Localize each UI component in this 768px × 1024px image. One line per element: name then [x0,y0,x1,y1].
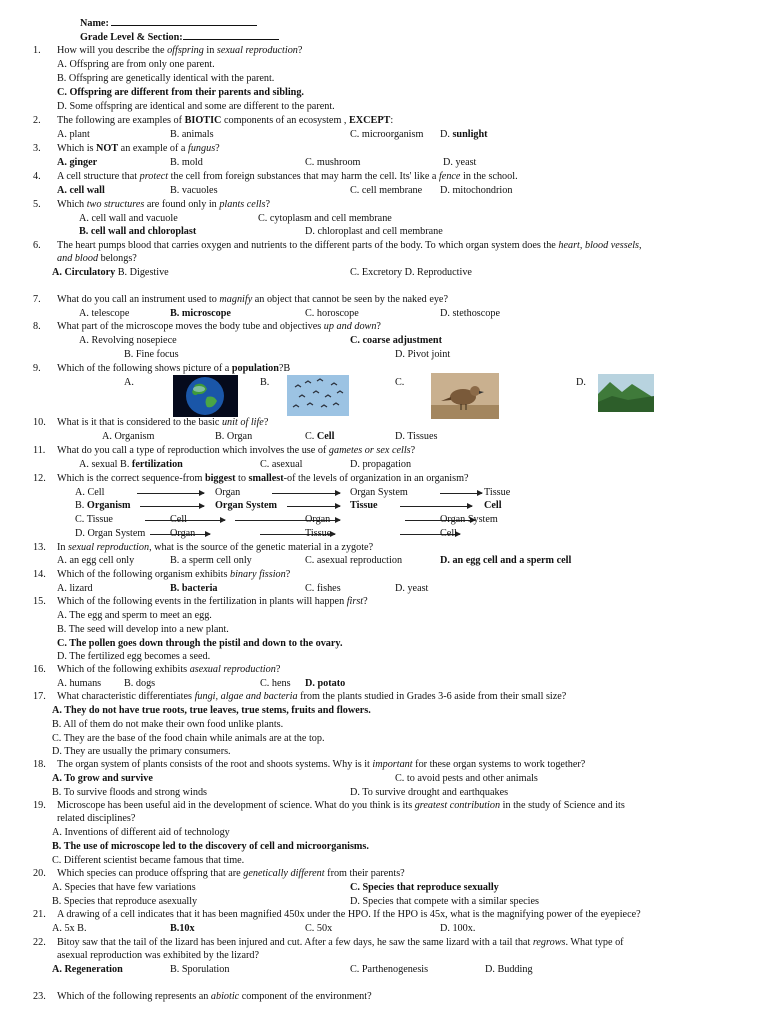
q3-choice-b: B. mold [170,157,203,168]
q16-choice-b: B. dogs [124,678,156,689]
q1-choice-d: D. Some offspring are identical and some are different to the parent. [57,101,335,112]
question-13-number: 13. [33,542,46,553]
q15-choice-c: C. The pollen goes down through the pistil and down to the ovary. [57,638,343,649]
q2-choice-a: A. plant [57,129,90,140]
question-3-text: Which is NOT an example of a fungus? [57,143,220,154]
q1-choice-b: B. Offspring are genetically identical with the parent. [57,73,275,84]
q7-choice-a: A. telescope [79,308,130,319]
q21-choice-b: B.10x [170,923,195,934]
q20-choice-c: C. Species that reproduce sexually [350,882,499,893]
question-17-text: What characteristic differentiates fungi, algae and bacteria from the plants studied in Grades 3-6 aside from their small size? [57,691,567,702]
q21-choice-a: A. 5x B. [52,923,87,934]
question-23-text: Which of the following represents an abiotic component of the environment? [57,991,372,1002]
question-2-text: The following are examples of BIOTIC components of an ecosystem , EXCEPT: [57,115,394,126]
question-12-text: Which is the correct sequence-from biggest to smallest-of the levels of organization in an organism? [57,473,469,484]
q11-choice-c: C. asexual [260,459,303,470]
question-7-text: What do you call an instrument used to magnify an object that cannot be seen by the naked eye? [57,294,448,305]
name-field: Name: [80,16,257,30]
question-8-number: 8. [33,321,41,332]
q12-row-b-item-4: Cell [484,500,502,511]
q10-choice-a: A. Organism [102,431,155,442]
q8-choice-d: D. Pivot joint [395,349,451,360]
sparrow-image [431,373,499,419]
q8-choice-a: A. Revolving nosepiece [79,335,177,346]
q12-row-d-item-3: Tissue [305,528,332,539]
q19-choice-a: A. Inventions of different aid of technology [52,827,230,838]
q1-choice-a: A. Offspring are from only one parent. [57,59,215,70]
q7-choice-d: D. stethoscope [440,308,500,319]
q19-choice-c: C. Different scientist became famous that time. [52,855,245,866]
question-11-number: 11. [33,445,46,456]
q12-row-d-item-2: Organ [170,528,196,539]
question-11-text: What do you call a type of reproduction which involves the use of gametes or sex cells? [57,445,416,456]
q7-choice-c: C. horoscope [305,308,359,319]
question-20-text: Which species can produce offspring that are genetically different from their parents? [57,868,405,879]
q10-choice-c: C. Cell [305,431,335,442]
q13-choice-b: B. a sperm cell only [170,555,252,566]
q12-row-c-item-3: Organ [305,514,331,525]
q3-choice-c: C. mushroom [305,157,361,168]
q12-row-a-item-3: Organ System [350,487,408,498]
question-10-text: What is it that is considered to the basic unit of life? [57,417,269,428]
q12-row-c-item-1: C. Tissue [75,514,113,525]
q11-choice-d: D. propagation [350,459,412,470]
q16-choice-d: D. potato [305,678,346,689]
question-10-number: 10. [33,417,46,428]
q18-choice-c: C. to avoid pests and other animals [395,773,538,784]
question-5-number: 5. [33,199,41,210]
question-18-number: 18. [33,759,46,770]
q6-choice-cd: C. Excretory D. Reproductive [350,267,472,278]
question-16-number: 16. [33,664,46,675]
q19-choice-b: B. The use of microscope led to the discovery of cell and microorganisms. [52,841,369,852]
q16-choice-a: A. humans [57,678,102,689]
question-3-number: 3. [33,143,41,154]
q13-choice-d: D. an egg cell and a sperm cell [440,555,572,566]
question-23-number: 23. [33,991,46,1002]
q12-row-d-item-1: D. Organ System [75,528,146,539]
q17-choice-c: C. They are the base of the food chain while animals are at the top. [52,733,325,744]
forest-landscape-image [598,374,654,412]
q2-choice-b: B. animals [170,129,214,140]
earth-globe-image [173,375,238,417]
q18-choice-a: A. To grow and survive [52,773,153,784]
q21-choice-d: D. 100x. [440,923,476,934]
q22-choice-a: A. Regeneration [52,964,123,975]
question-19-number: 19. [33,800,46,811]
grade-section-field: Grade Level & Section: [80,30,279,44]
q18-choice-b: B. To survive floods and strong winds [52,787,208,798]
q22-choice-c: C. Parthenogenesis [350,964,429,975]
q8-choice-c: C. coarse adjustment [350,335,442,346]
question-14-number: 14. [33,569,46,580]
question-19-text: Microscope has been useful aid in the development of science. What do you think is its greatest contribution in the study of Science and its [57,800,625,811]
q17-choice-b: B. All of them do not make their own food unlike plants. [52,719,284,730]
arrow-icon [272,493,340,494]
q12-row-a-item-4: Tissue [484,487,511,498]
question-8-text: What part of the microscope moves the body tube and objectives up and down? [57,321,381,332]
question-21-text: A drawing of a cell indicates that it has been magnified 450x under the HPO. If the HPO is 45x, what is the magnifying power of the eyepiece? [57,909,641,920]
q7-choice-b: B. microscope [170,308,231,319]
q17-choice-d: D. They are usually the primary consumers. [52,746,231,757]
question-17-number: 17. [33,691,46,702]
q12-row-d-item-4: Cell [440,528,457,539]
q18-choice-d: D. To survive drought and earthquakes [350,787,509,798]
q12-row-c-item-4: Organ System [440,514,498,525]
question-18-text: The organ system of plants consists of the root and shoots systems. Why is it important for these organ systems to work together? [57,759,586,770]
q9-choice-b: B. [260,377,270,388]
q12-row-c-item-2: Cell [170,514,187,525]
q4-choice-a: A. cell wall [57,185,105,196]
question-9-text: Which of the following shows picture of a population?B [57,363,291,374]
q11-choice-ab: A. sexual B. fertilization [79,459,183,470]
q14-choice-d: D. yeast [395,583,429,594]
question-6-number: 6. [33,240,41,251]
question-16-text: Which of the following exhibits asexual reproduction? [57,664,281,675]
q1-choice-c: C. Offspring are different from their parents and sibling. [57,87,304,98]
q14-choice-c: C. fishes [305,583,341,594]
q4-choice-c: C. cell membrane [350,185,423,196]
question-22-text: Bitoy saw that the tail of the lizard has been injured and cut. After a few days, he saw the same lizard with a tail that regrows. What type of [57,937,624,948]
q17-choice-a: A. They do not have true roots, true leaves, true stems, fruits and flowers. [52,705,371,716]
q4-choice-b: B. vacuoles [170,185,218,196]
question-1-number: 1. [33,45,41,56]
question-14-text: Which of the following organism exhibits binary fission? [57,569,291,580]
q8-choice-b: B. Fine focus [124,349,179,360]
q13-choice-c: C. asexual reproduction [305,555,403,566]
q9-choice-c: C. [395,377,405,388]
q5-choice-c: C. cytoplasm and cell membrane [258,213,392,224]
q13-choice-a: A. an egg cell only [57,555,135,566]
q15-choice-a: A. The egg and sperm to meet an egg. [57,610,212,621]
q20-choice-b: B. Species that reproduce asexually [52,896,198,907]
q22-choice-d: D. Budding [485,964,533,975]
q12-row-b-item-3: Tissue [350,500,378,511]
question-20-number: 20. [33,868,46,879]
question-6-text-cont: and blood belongs? [57,253,137,264]
q9-choice-d: D. [576,377,586,388]
question-22-number: 22. [33,937,46,948]
question-22-text-cont: asexual reproduction was exhibited by the lizard? [57,950,259,961]
question-12-number: 12. [33,473,46,484]
q16-choice-c: C. hens [260,678,291,689]
q10-choice-d: D. Tissues [395,431,438,442]
arrow-icon [287,506,340,507]
q2-choice-d: D. sunlight [440,129,488,140]
arrow-icon [440,493,482,494]
question-15-text: Which of the following events in the fertilization in plants will happen first? [57,596,368,607]
question-21-number: 21. [33,909,46,920]
q3-choice-d: D. yeast [443,157,477,168]
q4-choice-d: D. mitochondrion [440,185,513,196]
question-13-text: In sexual reproduction, what is the source of the genetic material in a zygote? [57,542,374,553]
q14-choice-b: B. bacteria [170,583,218,594]
q20-choice-d: D. Species that compete with a similar species [350,896,539,907]
q21-choice-c: C. 50x [305,923,333,934]
q10-choice-b: B. Organ [215,431,253,442]
q6-choice-ab: A. Circulatory B. Digestive [52,267,169,278]
question-2-number: 2. [33,115,41,126]
q3-choice-a: A. ginger [57,157,98,168]
q15-choice-d: D. The fertilized egg becomes a seed. [57,651,211,662]
q15-choice-b: B. The seed will develop into a new plant. [57,624,229,635]
q14-choice-a: A. lizard [57,583,93,594]
q12-row-b-item-2: Organ System [215,500,277,511]
q2-choice-c: C. microorganism [350,129,424,140]
question-7-number: 7. [33,294,41,305]
q9-choice-a: A. [124,377,134,388]
question-6-text: The heart pumps blood that carries oxygen and nutrients to the different parts of the body. To which organ system does the heart, blood vessels, [57,240,642,251]
q5-choice-b: B. cell wall and chloroplast [79,226,197,237]
bird-flock-image [287,375,349,416]
question-19-text-cont: related disciplines? [57,813,136,824]
question-1-text: How will you describe the offspring in sexual reproduction? [57,45,303,56]
arrow-icon [137,493,204,494]
question-9-number: 9. [33,363,41,374]
q12-row-a-item-1: A. Cell [75,487,105,498]
q12-row-b-item-1: B. Organism [75,500,131,511]
question-5-text: Which two structures are found only in plants cells? [57,199,270,210]
question-4-text: A cell structure that protect the cell from foreign substances that may harm the cell. Its' like a fence in the school. [57,171,518,182]
arrow-icon [400,506,472,507]
q5-choice-a: A. cell wall and vacuole [79,213,178,224]
question-4-number: 4. [33,171,41,182]
question-15-number: 15. [33,596,46,607]
q20-choice-a: A. Species that have few variations [52,882,196,893]
q5-choice-d: D. chloroplast and cell membrane [305,226,443,237]
q12-row-a-item-2: Organ [215,487,241,498]
q22-choice-b: B. Sporulation [170,964,230,975]
arrow-icon [140,506,204,507]
